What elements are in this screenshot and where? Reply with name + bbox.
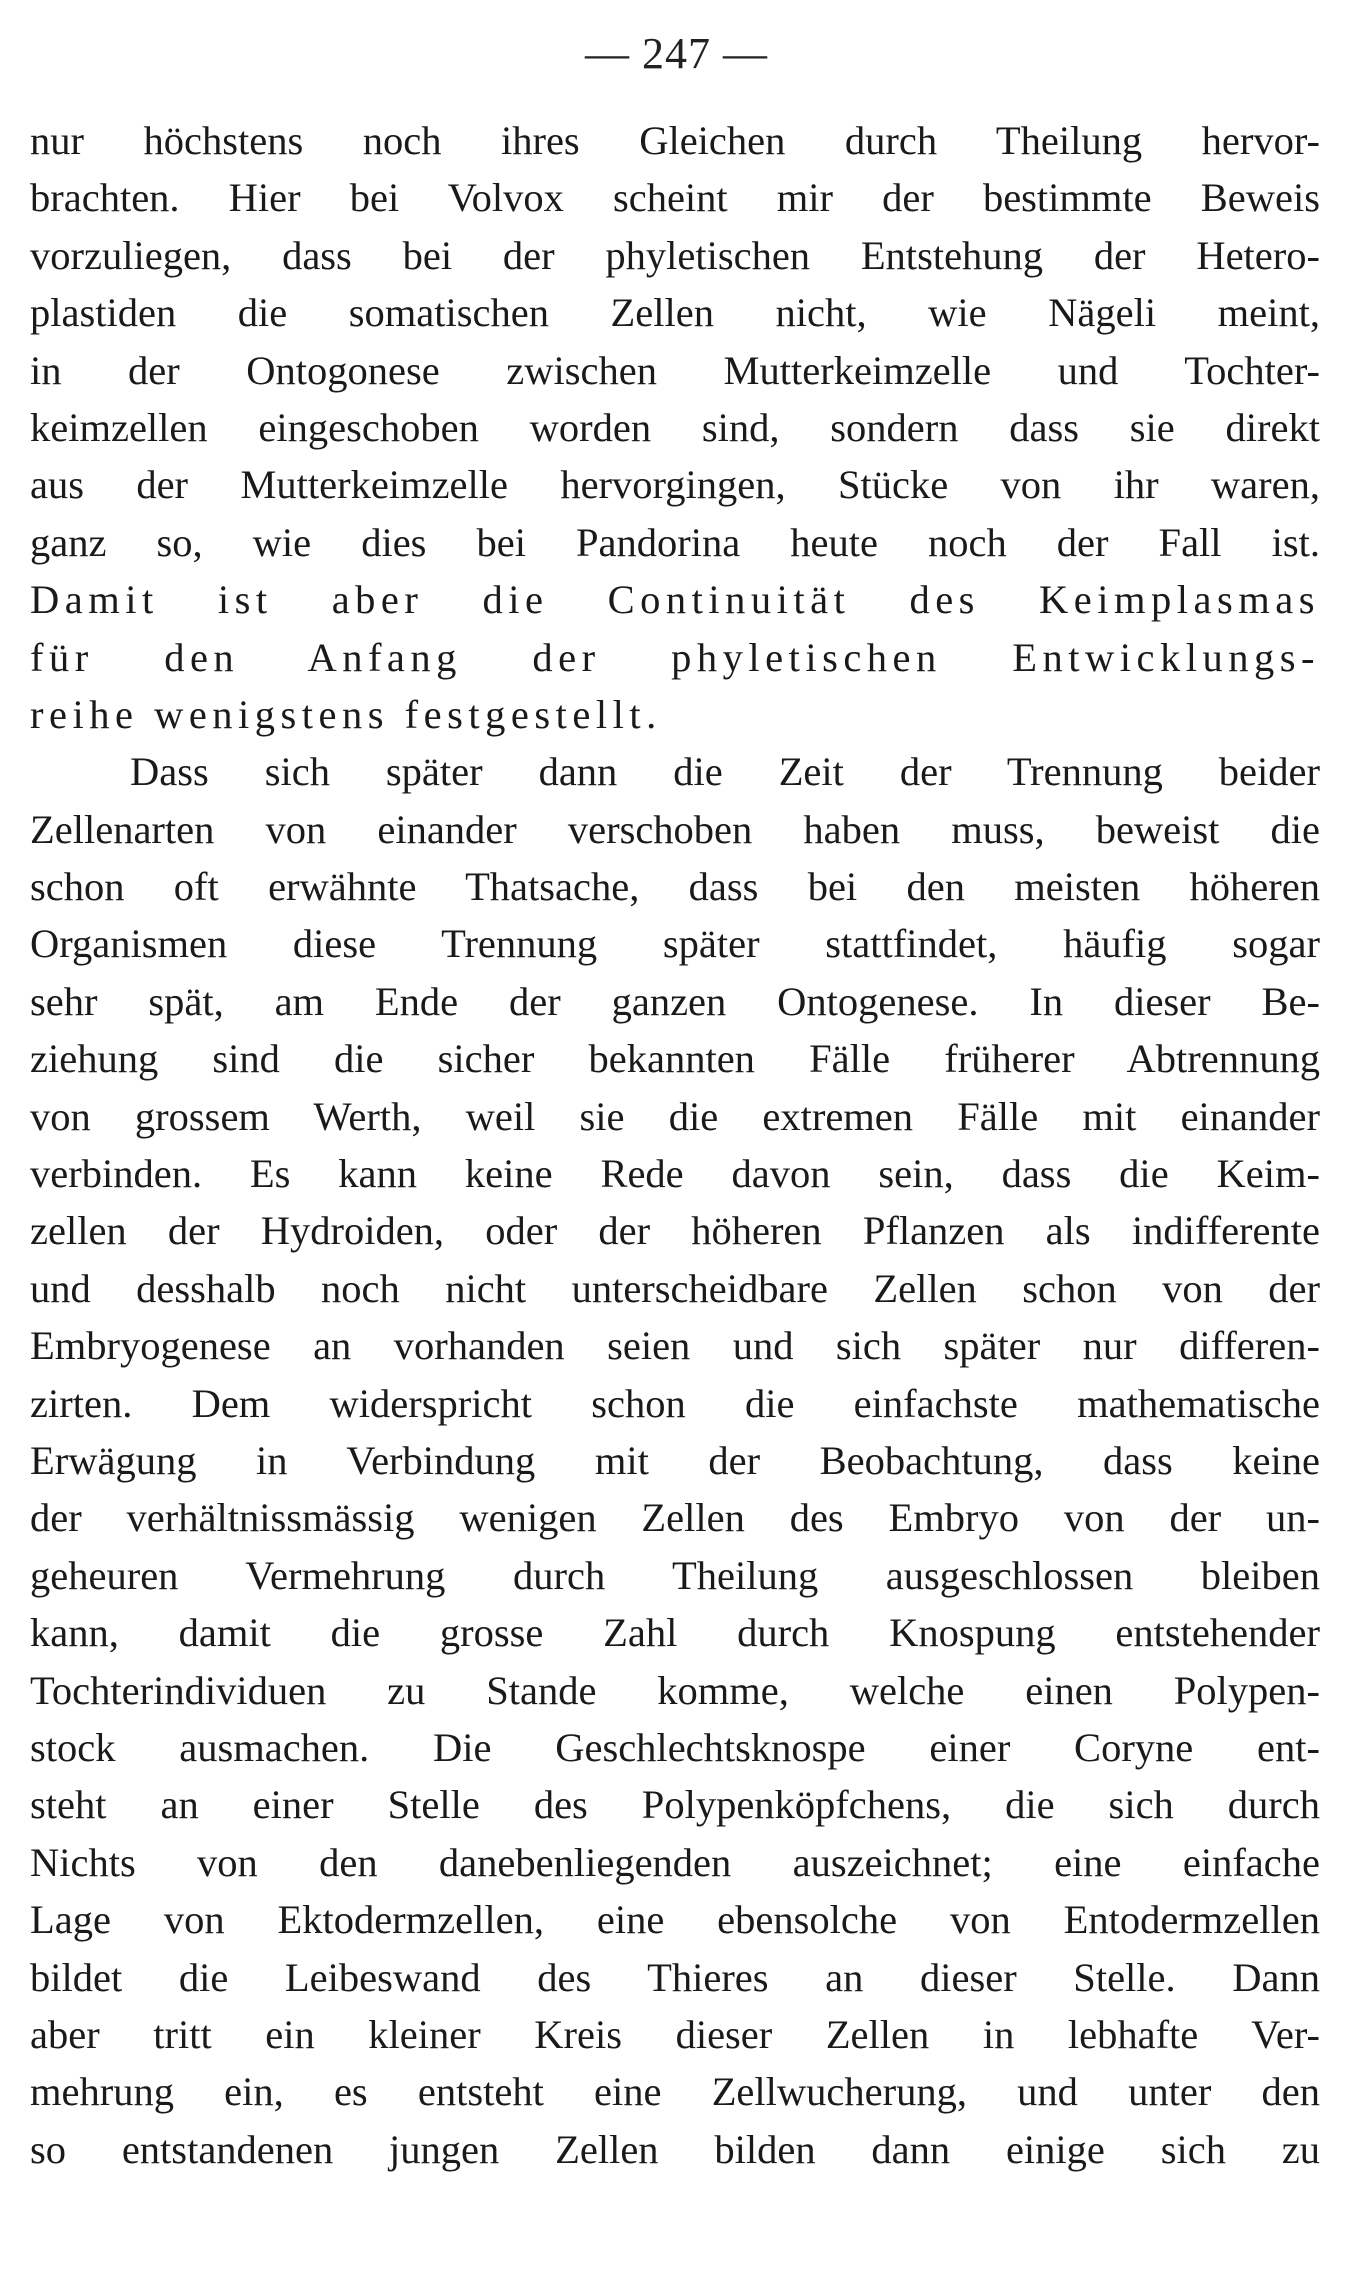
text-line: vorzuliegen, dass bei der phyletischen Entstehung der Hetero-	[30, 232, 1320, 278]
emphasized-text-line: reihe wenigstens festgestellt.	[30, 691, 662, 737]
text-line: ziehung sind die sicher bekannten Fälle früherer Abtrennung	[30, 1036, 1320, 1082]
text-line: Zellenarten von einander verschoben haben muss, beweist die	[30, 806, 1320, 852]
emphasized-text-line: Damit ist aber die Continuität des Keimplasmas	[30, 577, 1320, 623]
text-line: geheuren Vermehrung durch Theilung ausgeschlossen bleiben	[30, 1552, 1320, 1598]
text-line: kann, damit die grosse Zahl durch Knospung entstehender	[30, 1610, 1320, 1656]
text-line: Erwägung in Verbindung mit der Beobachtung, dass keine	[30, 1437, 1320, 1483]
text-line: nur höchstens noch ihres Gleichen durch Theilung hervor-	[30, 118, 1320, 163]
text-line: verbinden. Es kann keine Rede davon sein, dass die Keim-	[30, 1151, 1320, 1197]
text-line: schon oft erwähnte Thatsache, dass bei den meisten höheren	[30, 864, 1320, 910]
text-line: mehrung ein, es entsteht eine Zellwucherung, und unter den	[30, 2069, 1320, 2115]
text-line: der verhältnissmässig wenigen Zellen des Embryo von der un-	[30, 1495, 1320, 1541]
paragraph-2	[30, 743, 1320, 2178]
text-line: zirten. Dem widerspricht schon die einfachste mathematische	[30, 1380, 1320, 1426]
text-line: keimzellen eingeschoben worden sind, sondern dass sie direkt	[30, 404, 1320, 450]
text-line: Tochterindividuen zu Stande komme, welche einen Polypen-	[30, 1667, 1320, 1713]
text-line: brachten. Hier bei Volvox scheint mir der bestimmte Beweis	[30, 175, 1320, 221]
text-line: zellen der Hydroiden, oder der höheren Pflanzen als indifferente	[30, 1208, 1320, 1254]
text-line: Lage von Ektodermzellen, eine ebensolche von Entodermzellen	[30, 1897, 1320, 1943]
emphasized-text-line: für den Anfang der phyletischen Entwicklungs-	[30, 634, 1320, 680]
text-line: stock ausmachen. Die Geschlechtsknospe einer Coryne ent-	[30, 1724, 1320, 1770]
text-line: Nichts von den danebenliegenden auszeichnet; eine einfache	[30, 1839, 1320, 1885]
text-line: steht an einer Stelle des Polypenköpfchens, die sich durch	[30, 1782, 1320, 1828]
text-line: Embryogenese an vorhanden seien und sich später nur differen-	[30, 1323, 1320, 1369]
text-line: aus der Mutterkeimzelle hervorgingen, Stücke von ihr waren,	[30, 462, 1320, 508]
text-line: und desshalb noch nicht unterscheidbare Zellen schon von der	[30, 1265, 1320, 1311]
text-line: sehr spät, am Ende der ganzen Ontogenese. In dieser Be-	[30, 978, 1320, 1024]
text-line: Organismen diese Trennung später stattfindet, häufig sogar	[30, 921, 1320, 967]
text-line: in der Ontogonese zwischen Mutterkeimzelle und Tochter-	[30, 347, 1320, 393]
text-line: von grossem Werth, weil sie die extremen Fälle mit einander	[30, 1093, 1320, 1139]
text-line: ganz so, wie dies bei Pandorina heute noch der Fall ist.	[30, 519, 1320, 565]
body-text	[30, 112, 1320, 2178]
text-line: bildet die Leibeswand des Thieres an dieser Stelle. Dann	[30, 1954, 1320, 2000]
page-number: — 247 —	[585, 29, 768, 78]
text-line: plastiden die somatischen Zellen nicht, wie Nägeli meint,	[30, 290, 1320, 336]
text-line: so entstandenen jungen Zellen bilden dann einige sich zu	[30, 2126, 1320, 2172]
text-line: aber tritt ein kleiner Kreis dieser Zellen in lebhafte Ver-	[30, 2011, 1320, 2057]
text-line: Dass sich später dann die Zeit der Trennung beider	[130, 749, 1320, 795]
paragraph-1	[30, 112, 1320, 743]
